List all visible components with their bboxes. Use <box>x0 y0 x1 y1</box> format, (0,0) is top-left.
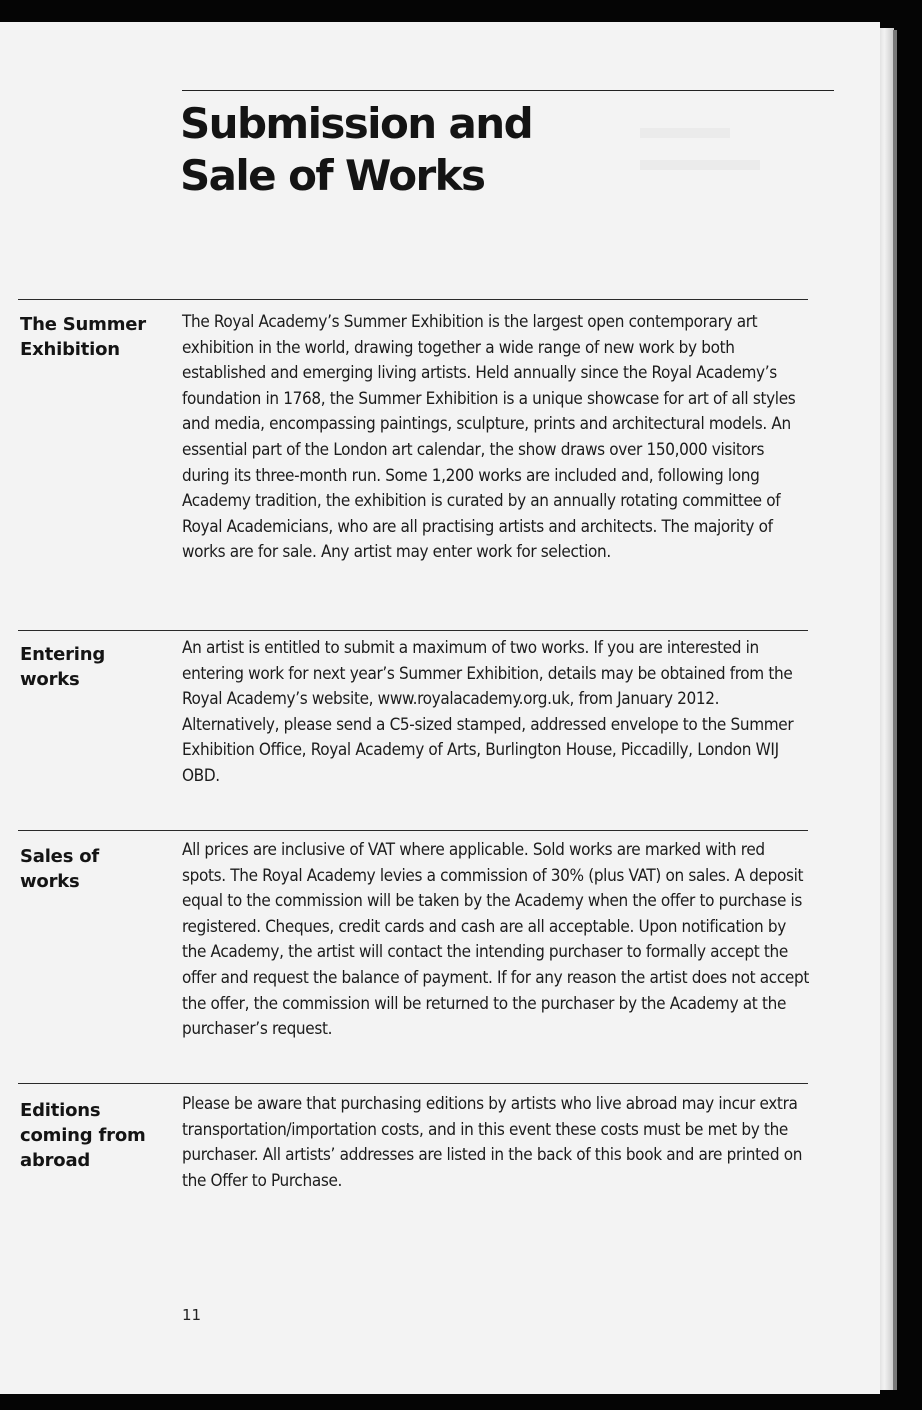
section-rule-editions-abroad <box>18 1083 808 1084</box>
label-line: abroad <box>20 1150 91 1171</box>
label-line: Entering <box>20 644 106 665</box>
section-rule-sales-of-works <box>18 830 808 831</box>
section-rule-entering-works <box>18 630 808 631</box>
label-line: coming from <box>20 1125 146 1146</box>
section-label-entering-works <box>20 642 170 692</box>
label-line: Exhibition <box>20 339 120 360</box>
page-edge-shadow <box>893 30 897 1390</box>
label-line: The Summer <box>20 314 146 335</box>
page-title <box>180 98 620 202</box>
title-rule <box>182 90 834 91</box>
label-line: works <box>20 871 80 892</box>
section-body-sales-of-works: All prices are inclusive of VAT where applicable. Sold works are marked with red spots. The Royal Academy levies a commission of 30% (plus VAT) on sales. A deposit equal to the commission will be taken by the Academy when the offer to purchase is registered. Cheques, credit cards and cash are all acceptable. Upon notification by the Academy, the artist will contact the intending purchaser to formally accept the offer and request the balance of payment. If for any reason the artist does not accept the offer, the commission will be returned to the purchaser by the Academy at the purchaser’s request. <box>182 840 809 1040</box>
section-body-editions-abroad: Please be aware that purchasing editions by artists who live abroad may incur extra transportation/importation costs, and in this event these costs must be met by the purchaser. All artists’ addresses are listed in the back of this book and are printed on the Offer to Purchase. <box>182 1094 803 1191</box>
page-number: 11 <box>182 1306 202 1324</box>
section-label-editions-abroad <box>20 1098 170 1173</box>
section-label-sales-of-works <box>20 844 170 894</box>
label-line: works <box>20 669 80 690</box>
section-label-summer-exhibition <box>20 312 170 362</box>
label-line: Editions <box>20 1100 101 1121</box>
label-line: Sales of <box>20 846 100 867</box>
section-body-summer-exhibition: The Royal Academy’s Summer Exhibition is the largest open contemporary art exhibition in the world, drawing together a wide range of new work by both established and emerging living artists. Held annually since the Royal Academy’s foundation in 1768, the Summer Exhibition is a unique showcase for art of all styles and media, encompassing paintings, sculpture, prints and architectural models. An essential part of the London art calendar, the show draws over 150,000 visitors during its three-month run. Some 1,200 works are included and, following long Academy tradition, the exhibition is curated by an annually rotating committee of Royal Academicians, who are all practising artists and architects. The majority of works are for sale. Any artist may enter work for selection. <box>182 312 796 563</box>
section-body-entering-works: An artist is entitled to submit a maximum of two works. If you are interested in entering work for next year’s Summer Exhibition, details may be obtained from the Royal Academy’s website, www.royalacademy.org.uk, from January 2012. Alternatively, please send a C5-sized stamped, addressed envelope to the Summer Exhibition Office, Royal Academy of Arts, Burlington House, Piccadilly, London WIJ OBD. <box>182 638 794 786</box>
section-rule-summer-exhibition <box>18 299 808 300</box>
page-title-line-2: Sale of Works <box>180 151 485 200</box>
document-page <box>0 22 880 1394</box>
page-edge <box>878 28 894 1390</box>
page-title-line-1: Submission and <box>180 99 533 148</box>
show-through <box>640 102 840 170</box>
